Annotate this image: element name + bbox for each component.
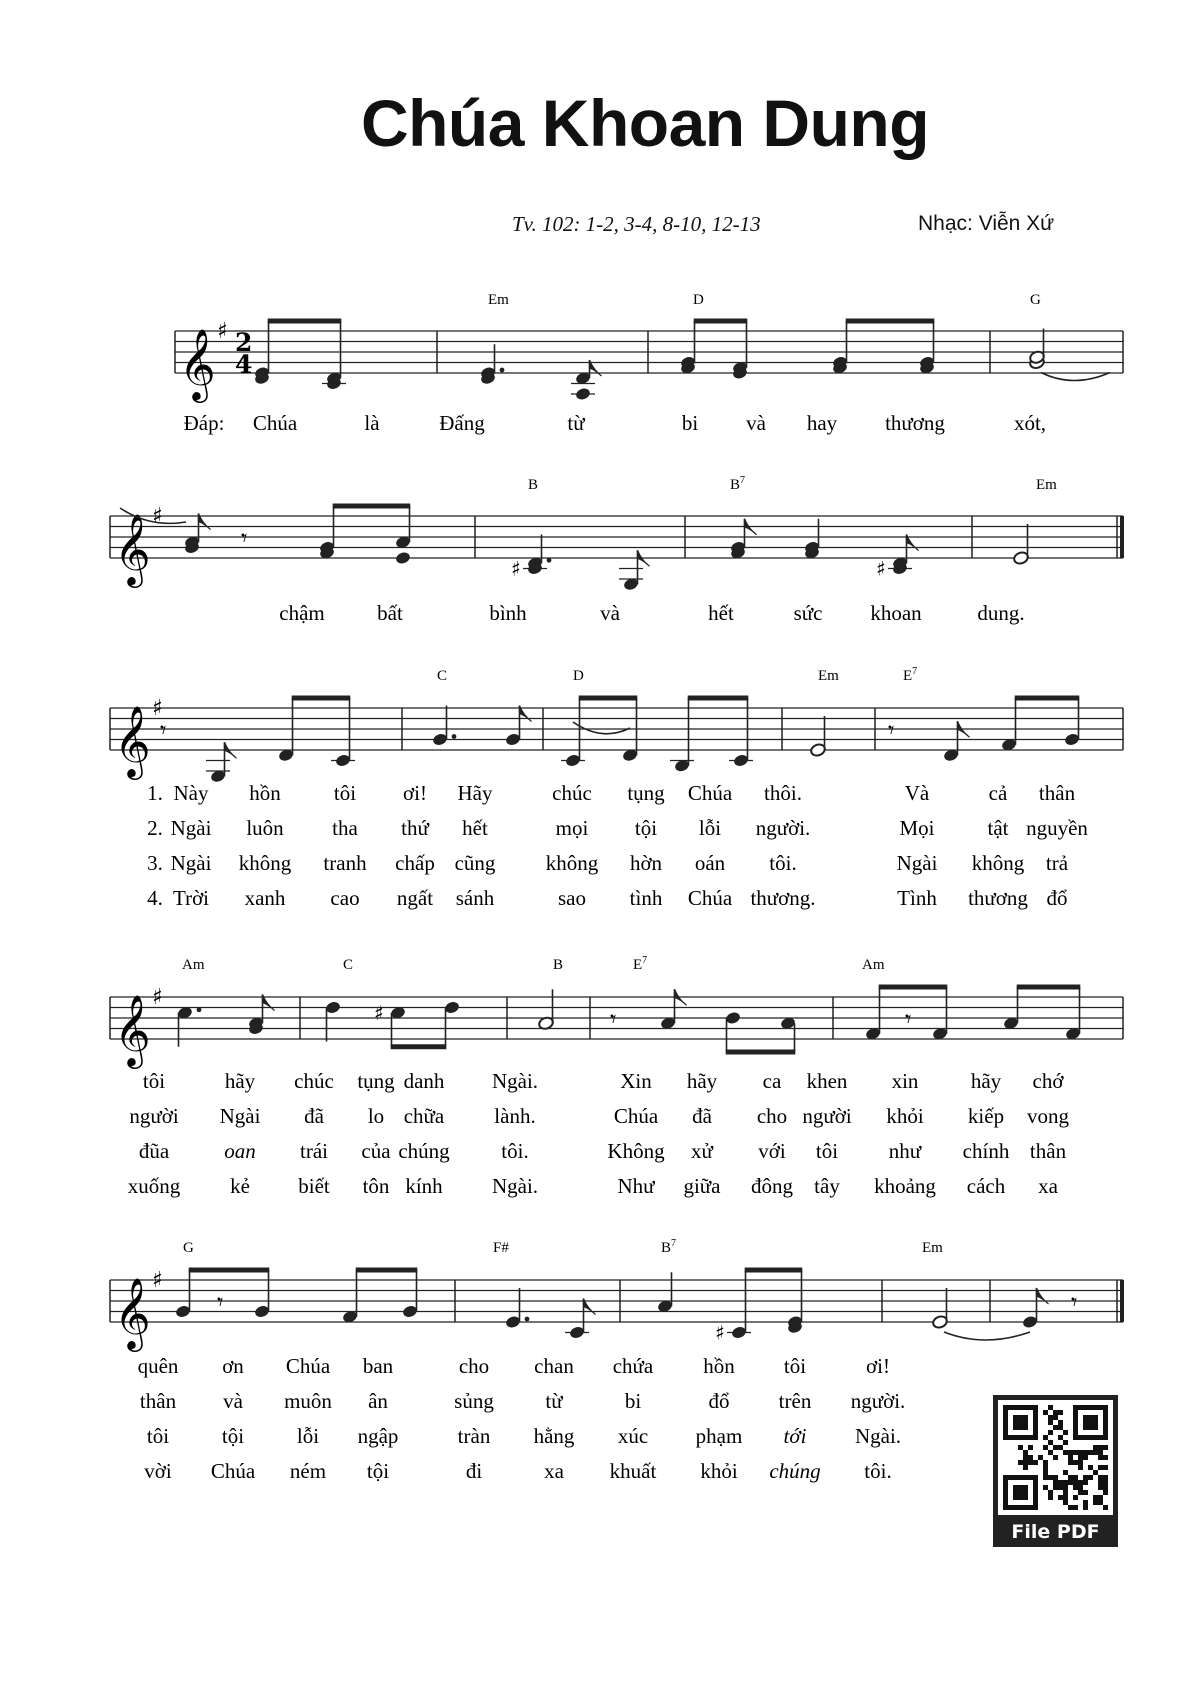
chord-extension: 7 — [642, 955, 648, 966]
tie — [1041, 373, 1110, 381]
note — [1003, 987, 1020, 1031]
lyric-syllable: với — [758, 1139, 786, 1163]
lyric-syllable: tôi — [146, 1424, 170, 1448]
sharp-accidental-icon: ♯ — [374, 1000, 384, 1025]
lyric-syllable: ơn — [222, 1354, 244, 1378]
note — [319, 506, 336, 560]
lyric-syllable: Ngài. — [854, 1424, 902, 1448]
dot — [500, 368, 505, 373]
lyric-syllable: Ngài — [170, 816, 212, 840]
qr-code-icon — [998, 1400, 1113, 1515]
lyric-syllable: tranh — [323, 851, 367, 875]
lyric-syllable: cao — [330, 886, 360, 910]
lyric-syllable: cho — [756, 1104, 788, 1128]
lyric-syllable: oan — [224, 1139, 256, 1163]
lyric-syllable: tội — [366, 1459, 390, 1483]
note — [865, 987, 882, 1041]
lyric-syllable: khen — [806, 1069, 848, 1093]
lyric-syllable: biết — [298, 1174, 330, 1198]
lyric-syllable: danh — [403, 1069, 445, 1093]
lyric-syllable: tràn — [457, 1424, 491, 1448]
lyric-syllable: tôi. — [769, 851, 797, 875]
lyric-syllable: mọi — [555, 816, 589, 840]
lyric-syllable: tình — [629, 886, 663, 910]
lyric-syllable: thôi. — [764, 781, 802, 805]
note — [480, 344, 505, 385]
lyric-syllable: và — [223, 1389, 243, 1413]
lyric-syllable: xúc — [617, 1424, 649, 1448]
lyric-syllable: hay — [806, 411, 838, 435]
eighth-rest — [888, 716, 894, 744]
lyric-syllable: lỗi — [296, 1424, 320, 1448]
note — [538, 989, 555, 1030]
tie — [944, 1332, 1030, 1340]
lyric-syllable: xa — [1038, 1174, 1058, 1198]
lyric-syllable: không — [971, 851, 1025, 875]
qr-label: File PDF — [1011, 1521, 1100, 1543]
lyric-syllable: chính — [962, 1139, 1010, 1163]
chord-symbol: Em — [818, 668, 839, 684]
lyric-syllable: kẻ — [230, 1174, 250, 1198]
note — [505, 706, 532, 747]
lyric-syllable: Và — [904, 781, 930, 805]
chord-symbol: B — [528, 477, 539, 493]
chord-extension: 7 — [912, 666, 918, 677]
note — [804, 519, 821, 560]
eighth-rest-icon: 𝄾 — [217, 1288, 224, 1316]
lyric-syllable: vong — [1027, 1104, 1069, 1128]
note — [732, 321, 749, 380]
lyric-syllable: người — [129, 1104, 179, 1128]
lyric-syllable: sức — [793, 601, 823, 625]
note — [325, 1000, 342, 1041]
lyric-syllable: chúc — [552, 781, 592, 805]
lyric-syllable: 4. — [147, 886, 163, 910]
psalm-reference: Tv. 102: 1-2, 3-4, 8-10, 12-13 — [512, 212, 761, 236]
note — [402, 1270, 419, 1319]
lyric-syllable: của — [361, 1139, 391, 1163]
note — [725, 1011, 742, 1052]
lyric-syllable: ngập — [357, 1424, 399, 1448]
notehead — [395, 551, 412, 566]
lyric-syllable: cho — [458, 1354, 490, 1378]
lyric-syllable: ban — [362, 1354, 394, 1378]
note — [810, 716, 827, 757]
lyric-syllable: khỏi — [886, 1104, 924, 1128]
lyric-syllable: Chúa — [687, 886, 733, 910]
lyric-syllable: giữa — [683, 1174, 721, 1198]
eighth-rest-icon: 𝄾 — [1071, 1288, 1078, 1316]
eighth-rest — [610, 1005, 616, 1033]
lyric-syllable: Chúa — [613, 1104, 659, 1128]
lyric-syllable: người. — [755, 816, 811, 840]
lyric-syllable: khuất — [609, 1459, 657, 1483]
lyric-syllable: Ngài. — [491, 1174, 539, 1198]
chord-symbol: $E^7$ — [903, 666, 918, 684]
composer-credit: Nhạc: Viễn Xứ — [918, 212, 1055, 235]
lyric-syllable: tội — [221, 1424, 245, 1448]
lyric-syllable: tôi — [142, 1069, 166, 1093]
lyric-syllable: bi — [681, 411, 699, 435]
lyric-syllable: 3. — [147, 851, 163, 875]
lyric-syllable: Tình — [897, 886, 937, 910]
note — [571, 360, 602, 401]
note — [565, 1299, 596, 1340]
chord-symbol: $E^7$ — [633, 955, 648, 973]
lyric-syllable: thân — [139, 1389, 177, 1413]
note — [919, 321, 936, 375]
lyric-syllable: thứ — [401, 816, 429, 840]
lyric-syllable: ngất — [396, 886, 434, 910]
lyric-syllable: chan — [534, 1354, 574, 1378]
lyric-syllable: nguyền — [1026, 816, 1088, 840]
lyric-syllable: cũng — [454, 851, 496, 875]
lyric-syllable: luôn — [246, 816, 284, 840]
lyric-syllable: Xin — [620, 1069, 652, 1093]
lyric-syllable: hồn — [703, 1354, 735, 1378]
lyric-syllable: thương — [968, 886, 1028, 910]
lyric-syllable: tụng — [627, 781, 665, 805]
lyric-syllable: oán — [694, 851, 726, 875]
chord-symbol: $B^7$ — [661, 1238, 677, 1256]
eighth-rest-icon: 𝄾 — [610, 1005, 617, 1033]
lyric-syllable: hết — [462, 816, 488, 840]
lyric-syllable: xuống — [127, 1174, 181, 1198]
lyric-syllable: thương — [885, 411, 945, 435]
lyric-syllable: không — [545, 851, 599, 875]
lyric-syllable: tụng — [357, 1069, 395, 1093]
lyric-syllable: lo — [367, 1104, 385, 1128]
lyric-syllable: khỏi — [700, 1459, 738, 1483]
lyric-syllable: Trời — [172, 886, 210, 910]
lyric-syllable: người. — [850, 1389, 906, 1413]
dot — [452, 734, 457, 739]
staff-system — [110, 696, 1123, 780]
key-signature-sharp-icon: ♯ — [217, 319, 228, 344]
lyric-syllable: xử — [691, 1139, 713, 1163]
key-signature-sharp-icon: ♯ — [152, 1268, 163, 1293]
lyric-syllable: Hãy — [457, 781, 493, 805]
lyric-syllable: tôi. — [501, 1139, 529, 1163]
lyric-syllable: xin — [891, 1069, 919, 1093]
lyric-syllable: sủng — [454, 1389, 494, 1413]
final-barline-thick — [1120, 516, 1124, 558]
lyric-syllable: đông — [751, 1174, 793, 1198]
slur — [573, 722, 630, 734]
note — [943, 721, 970, 762]
lyric-syllable: hãy — [686, 1069, 718, 1093]
lyric-syllable: bi — [624, 1389, 642, 1413]
lyric-syllable: đũa — [138, 1139, 170, 1163]
lyric-syllable: như — [888, 1139, 922, 1163]
lyric-syllable: Đấng — [439, 411, 485, 435]
lyric-syllable: Ngài — [896, 851, 938, 875]
lyric-syllable: thân — [1029, 1139, 1067, 1163]
qr-code-badge[interactable] — [993, 1395, 1118, 1547]
lyric-syllable: khoảng — [874, 1174, 936, 1198]
lyric-syllable: cách — [966, 1174, 1006, 1198]
lyric-syllable: dung. — [977, 601, 1025, 625]
lyric-syllable: bất — [377, 601, 403, 625]
lyric-syllable: ơi! — [866, 1354, 890, 1378]
eighth-rest-icon: 𝄾 — [888, 716, 895, 744]
lyric-syllable: Mọi — [899, 816, 935, 840]
chord-symbol: Em — [1036, 477, 1057, 493]
chord-symbol: $B^7$ — [730, 475, 746, 493]
lyric-syllable: chậm — [279, 601, 325, 625]
lyric-syllable: chúng — [769, 1459, 821, 1483]
lyric-syllable: hờn — [629, 851, 663, 875]
lyric-syllable: bình — [489, 601, 527, 625]
dot — [197, 1007, 202, 1012]
sharp-accidental-icon: ♯ — [715, 1320, 725, 1345]
lyric-syllable: tật — [987, 816, 1009, 840]
eighth-rest — [1071, 1288, 1077, 1316]
lyric-syllable: hãy — [224, 1069, 256, 1093]
lyric-syllable: phạm — [695, 1424, 743, 1448]
lyric-syllable: thương. — [750, 886, 816, 910]
lyric-syllable: sao — [558, 886, 586, 910]
lyric-syllable: tội — [634, 816, 658, 840]
lyric-syllable: Ngài. — [491, 1069, 539, 1093]
lyric-syllable: vời — [144, 1459, 172, 1483]
eighth-rest-icon: 𝄾 — [241, 524, 248, 552]
staff-system — [175, 319, 1123, 403]
lyric-syllable: và — [746, 411, 766, 435]
lyric-syllable: đã — [304, 1104, 324, 1128]
lyric-syllable: trên — [778, 1389, 812, 1413]
note — [932, 987, 949, 1041]
lyric-syllable: cả — [988, 781, 1008, 805]
lyric-syllable: hằng — [533, 1424, 575, 1448]
lyric-syllable: kính — [405, 1174, 443, 1198]
eighth-rest — [905, 1005, 911, 1033]
note — [1022, 1288, 1049, 1329]
note — [715, 1270, 751, 1345]
chord-extension: 7 — [740, 475, 746, 486]
note — [932, 1288, 1030, 1340]
treble-clef-icon: 𝄞 — [114, 1276, 151, 1349]
lyric-syllable: chứa — [612, 1354, 654, 1378]
lyric-syllable: trái — [300, 1139, 328, 1163]
note — [1001, 698, 1018, 752]
note — [619, 550, 650, 591]
lyric-syllable: ném — [289, 1459, 327, 1483]
lyric-syllable: trả — [1045, 851, 1069, 875]
note — [184, 514, 211, 555]
chord-symbol: C — [343, 957, 354, 973]
chord-symbol: C — [437, 668, 448, 684]
lyric-syllable: người — [802, 1104, 852, 1128]
lyric-syllable: sánh — [455, 886, 495, 910]
lyric-syllable: Chúa — [687, 781, 733, 805]
key-signature-sharp-icon: ♯ — [152, 696, 163, 721]
note — [432, 706, 457, 747]
lyric-syllable: chúng — [398, 1139, 450, 1163]
lyric-syllable: và — [600, 601, 620, 625]
sharp-accidental-icon: ♯ — [511, 556, 521, 581]
eighth-rest — [160, 716, 166, 744]
chord-symbol: Em — [488, 292, 509, 308]
lyric-syllable: kiếp — [967, 1104, 1005, 1128]
lyric-syllable: là — [364, 411, 380, 435]
lyric-syllable: từ — [545, 1389, 563, 1413]
lyric-syllable: Không — [607, 1139, 665, 1163]
chord-symbol: B — [553, 957, 564, 973]
lyric-syllable: đổ — [1046, 886, 1068, 910]
time-signature-bottom: 4 — [235, 350, 253, 379]
lyric-syllable: thân — [1038, 781, 1076, 805]
chord-symbol: Am — [182, 957, 205, 973]
lyric-syllable: chớ — [1032, 1069, 1064, 1093]
note — [177, 1005, 202, 1046]
lyric-syllable: đi — [465, 1459, 483, 1483]
chord-symbol: G — [183, 1240, 194, 1256]
lyric-syllable: ân — [368, 1389, 388, 1413]
treble-clef-icon: 𝄞 — [179, 327, 216, 400]
lyric-syllable: tôi. — [864, 1459, 892, 1483]
lyric-syllable: xanh — [244, 886, 286, 910]
lyric-syllable: quên — [137, 1354, 179, 1378]
eighth-rest — [241, 524, 247, 552]
lyric-syllable: muôn — [284, 1389, 332, 1413]
lyric-syllable: tới — [783, 1424, 807, 1448]
note — [444, 1000, 461, 1047]
note — [342, 1270, 359, 1324]
lyric-syllable: xót, — [1013, 411, 1047, 435]
lyric-syllable: ca — [762, 1069, 782, 1093]
staff-system — [110, 504, 1124, 588]
note — [1013, 524, 1030, 565]
chord-symbol: Em — [922, 1240, 943, 1256]
note — [730, 519, 757, 560]
chord-symbol: F# — [493, 1240, 509, 1256]
lyric-syllable: 1. — [147, 781, 163, 805]
chord-symbol: G — [1030, 292, 1041, 308]
dot — [525, 1317, 530, 1322]
lyric-syllable: Chúa — [210, 1459, 256, 1483]
lyric-syllable: lỗi — [698, 816, 722, 840]
lyric-syllable: ơi! — [403, 781, 427, 805]
lyric-syllable: Ngài — [170, 851, 212, 875]
note — [395, 506, 412, 565]
note — [1064, 698, 1081, 747]
lyric-syllable: từ — [567, 411, 585, 435]
note — [505, 1288, 530, 1329]
lyric-syllable: Này — [173, 781, 209, 805]
note — [660, 989, 687, 1030]
note — [206, 742, 237, 783]
chord-symbol: D — [573, 668, 584, 684]
lyric-syllable: tôn — [362, 1174, 390, 1198]
chord-symbol: Am — [862, 957, 885, 973]
lyric-syllable: tôi — [815, 1139, 839, 1163]
eighth-rest — [217, 1288, 223, 1316]
note — [657, 1272, 674, 1313]
note — [175, 1270, 192, 1319]
lyric-syllable: lành. — [494, 1104, 536, 1128]
lyric-syllable: không — [238, 851, 292, 875]
lyric-syllable: chúc — [294, 1069, 334, 1093]
lyric-syllable: xa — [544, 1459, 564, 1483]
time-signature-top: 2 — [235, 328, 253, 357]
eighth-rest-icon: 𝄾 — [160, 716, 167, 744]
eighth-rest-icon: 𝄾 — [905, 1005, 912, 1033]
final-barline-thick — [1120, 1280, 1124, 1322]
note — [680, 321, 697, 375]
lyric-syllable: Đáp: — [183, 411, 225, 435]
lyric-syllable: Chúa — [252, 411, 298, 435]
note — [254, 1270, 271, 1319]
note — [248, 995, 275, 1036]
chord-symbol: D — [693, 292, 704, 308]
lyric-syllable: tôi — [783, 1354, 807, 1378]
note — [832, 321, 849, 375]
lyric-syllable: Như — [617, 1174, 655, 1198]
lyric-syllable: hết — [708, 601, 734, 625]
treble-clef-icon: 𝄞 — [114, 512, 151, 585]
lyric-syllable: chấp — [395, 851, 435, 875]
treble-clef-icon: 𝄞 — [114, 704, 151, 777]
lyric-syllable: đã — [692, 1104, 712, 1128]
note — [670, 698, 694, 773]
treble-clef-icon: 𝄞 — [114, 993, 151, 1066]
lyric-syllable: đổ — [708, 1389, 730, 1413]
sharp-accidental-icon: ♯ — [876, 556, 886, 581]
lyric-syllable: khoan — [870, 601, 922, 625]
chord-extension: 7 — [671, 1238, 677, 1249]
song-title: Chúa Khoan Dung — [360, 86, 930, 160]
lyric-syllable: Ngài — [219, 1104, 261, 1128]
note — [780, 1016, 797, 1052]
lyric-syllable: tây — [814, 1174, 840, 1198]
lyric-syllable: tôi — [333, 781, 357, 805]
lyric-syllable: tha — [332, 816, 358, 840]
lyric-syllable: hồn — [249, 781, 281, 805]
note — [1065, 987, 1082, 1041]
key-signature-sharp-icon: ♯ — [152, 504, 163, 529]
lyric-syllable: chữa — [403, 1104, 445, 1128]
lyric-syllable: 2. — [147, 816, 163, 840]
lyric-syllable: Chúa — [285, 1354, 331, 1378]
key-signature-sharp-icon: ♯ — [152, 985, 163, 1010]
lyric-syllable: hãy — [970, 1069, 1002, 1093]
dot — [547, 558, 552, 563]
